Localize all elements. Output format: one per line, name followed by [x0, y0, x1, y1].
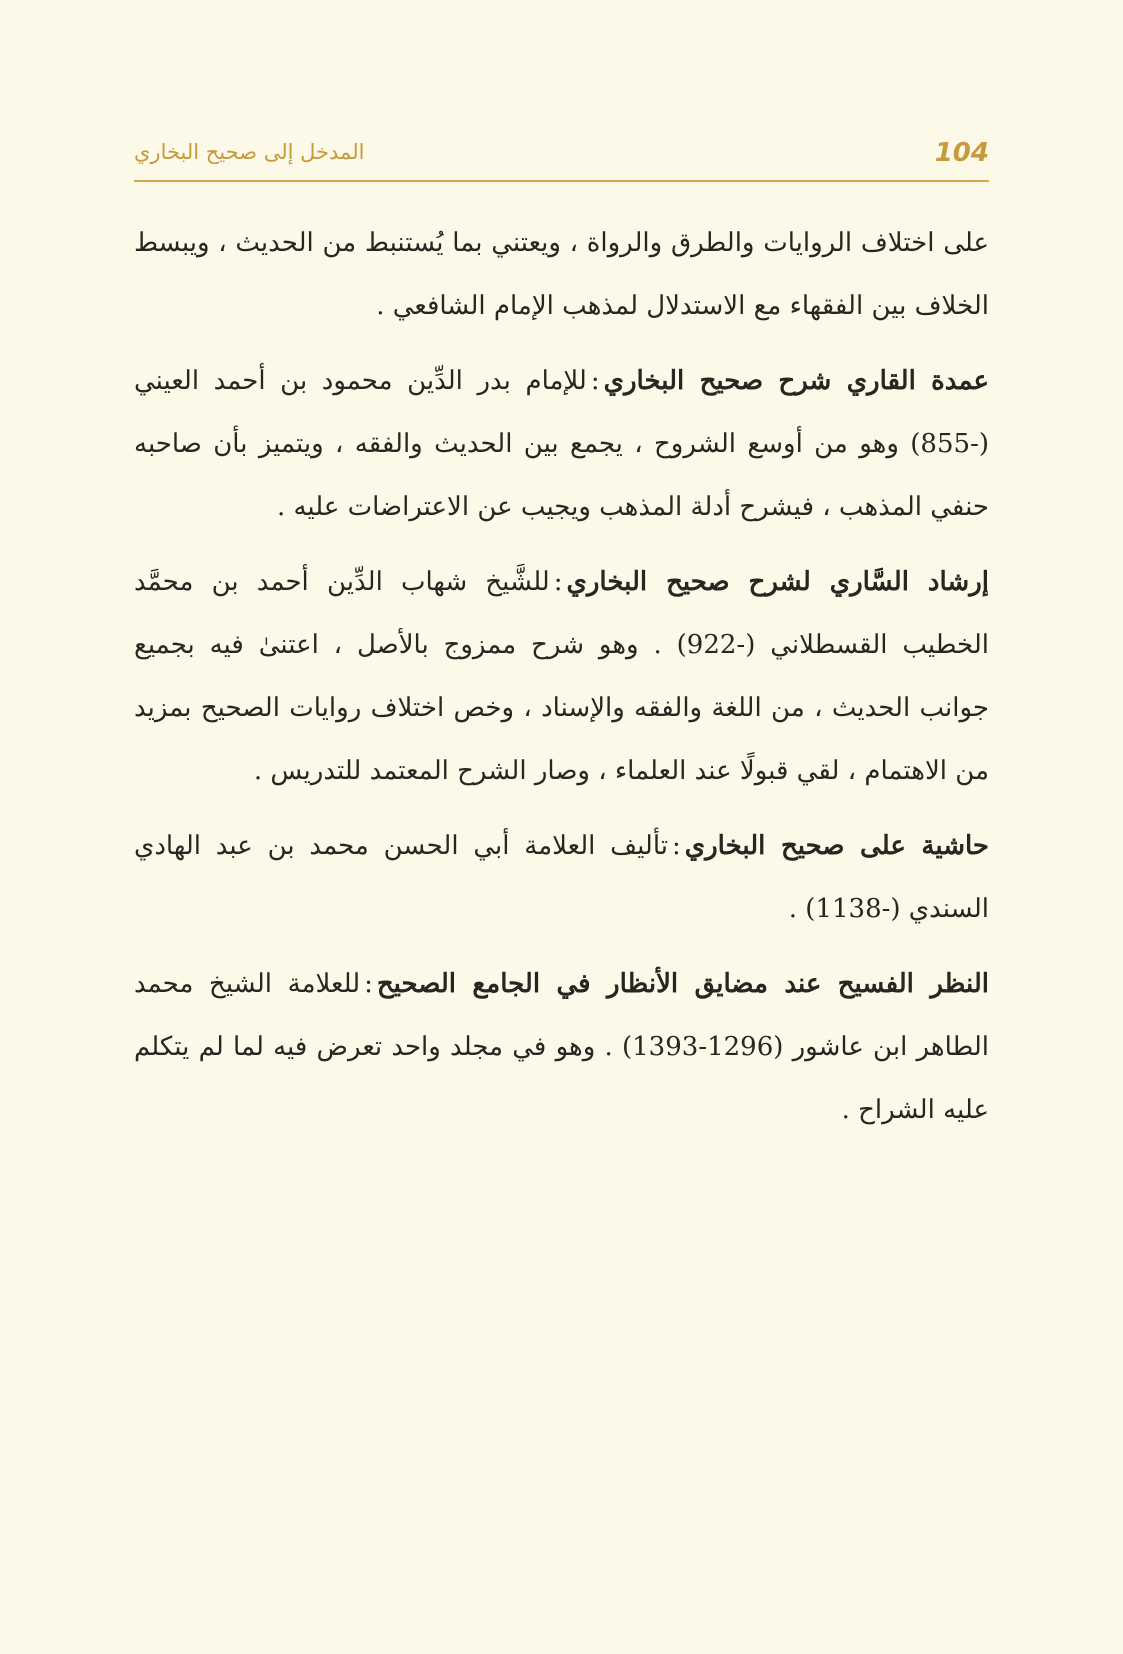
- page-header: [134, 134, 989, 182]
- entry-title: إرشاد السَّاري لشرح صحيح البخاري: [566, 567, 989, 597]
- page-body: [134, 212, 989, 1154]
- paragraph-continuation: [134, 212, 989, 338]
- entry-hashiya: [134, 815, 989, 941]
- title-separator: :: [553, 567, 563, 597]
- running-title: المدخل إلى صحيح البخاري: [134, 140, 365, 164]
- entry-text: للشَّيخ شهاب الدِّين أحمد بن محمَّد الخطيب القسطلاني (-922) . وهو شرح ممزوج بالأصل ، اعتنىٰ فيه بجميع جوانب الحديث ، من اللغة والفقه والإسناد ، وخص اختلاف روايات الصحيح بمزيد من الاهتمام ، لقي قبولًا عند العلماء ، وصار الشرح المعتمد للتدريس .: [134, 567, 989, 786]
- entry-text: للإمام بدر الدِّين محمود بن أحمد العيني (-855) وهو من أوسع الشروح ، يجمع بين الحديث والفقه ، ويتميز بأن صاحبه حنفي المذهب ، فيشرح أدلة المذهب ويجيب عن الاعتراضات عليه .: [134, 366, 989, 522]
- entry-title: عمدة القاري شرح صحيح البخاري: [603, 366, 989, 396]
- entry-irshad-al-sari: [134, 551, 989, 803]
- paragraph-text: على اختلاف الروايات والطرق والرواة ، ويعتني بما يُستنبط من الحديث ، ويبسط الخلاف بين الفقهاء مع الاستدلال لمذهب الإمام الشافعي .: [134, 228, 989, 321]
- title-separator: :: [364, 969, 373, 999]
- title-separator: :: [672, 831, 681, 861]
- title-separator: :: [590, 366, 600, 396]
- entry-al-nazar-al-fasih: [134, 953, 989, 1142]
- entry-text: للعلامة الشيخ محمد الطاهر ابن عاشور (1296-1393) . وهو في مجلد واحد تعرض فيه لما لم يتكلم عليه الشراح .: [134, 969, 989, 1125]
- page-number: 104: [934, 138, 989, 168]
- entry-title: النظر الفسيح عند مضايق الأنظار في الجامع الصحيح: [376, 969, 989, 999]
- entry-text: تأليف العلامة أبي الحسن محمد بن عبد الهادي السندي (-1138) .: [134, 831, 989, 924]
- entry-umdat-al-qari: [134, 350, 989, 539]
- entry-title: حاشية على صحيح البخاري: [684, 831, 989, 861]
